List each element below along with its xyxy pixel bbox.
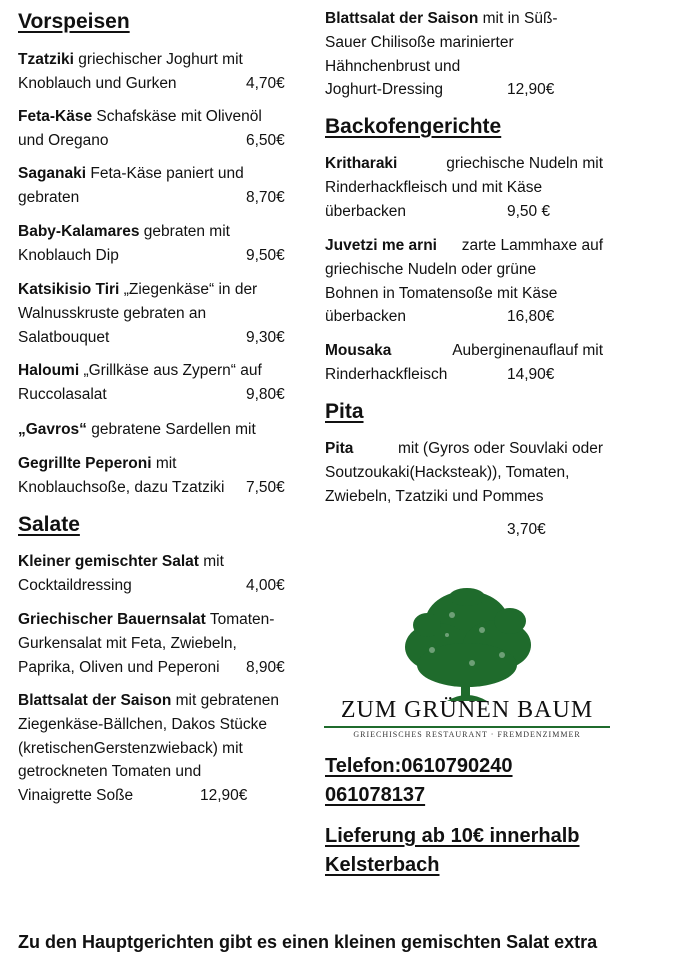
section-heading-pita: Pita xyxy=(325,400,364,423)
item-name: Mousaka xyxy=(325,342,392,359)
logo-subtitle: GRIECHISCHES RESTAURANT · FREMDENZIMMER xyxy=(353,730,581,739)
item-price: 16,80€ xyxy=(507,308,555,326)
contact-block xyxy=(325,752,580,880)
menu-item: Griechischer Bauernsalat Tomaten- Gurkensalat mit Feta, Zwiebeln, Paprika, Oliven und Peperoni 8,90€ xyxy=(18,608,298,679)
item-name: Baby-Kalamares xyxy=(18,223,140,240)
menu-item: Blattsalat der Saison mit in Süß- Sauer Chilisoße marinierter Hähnchenbrust und Joghurt-Dressing 12,90€ xyxy=(325,7,605,102)
section-heading-salate: Salate xyxy=(18,513,80,536)
item-price: 12,90€ xyxy=(507,81,555,99)
item-name: Haloumi xyxy=(18,362,80,379)
menu-item: Feta-Käse Schafskäse mit Olivenöl und Oregano 6,50€ xyxy=(18,105,293,153)
menu-item: Baby-Kalamares gebraten mit Knoblauch Dip 9,50€ xyxy=(18,220,293,268)
menu-item: Blattsalat der Saison mit gebratenen Ziegenkäse-Bällchen, Dakos Stücke (kretischenGerstenzwieback) mit getrockneten Tomaten und Vinaigrette Soße 12,90€ xyxy=(18,689,308,808)
delivery-note-line1: Lieferung ab 10€ innerhalb xyxy=(325,825,580,847)
item-price: 8,70€ xyxy=(246,188,285,206)
item-price: 7,50€ xyxy=(246,478,285,496)
item-price: 9,80€ xyxy=(246,385,285,403)
menu-item: Tzatziki griechischer Joghurt mit Knoblauch und Gurken 4,70€ xyxy=(18,48,293,96)
item-name: Kleiner gemischter Salat xyxy=(18,553,199,570)
footer-note: Zu den Hauptgerichten gibt es einen kleinen gemischten Salat extra xyxy=(18,932,598,952)
item-name: Pita xyxy=(325,440,354,457)
item-name: Blattsalat der Saison xyxy=(325,10,479,27)
item-price: 4,00€ xyxy=(246,576,285,594)
item-price: 12,90€ xyxy=(200,787,248,805)
item-name: Juvetzi me arni xyxy=(325,237,437,254)
item-price: 8,90€ xyxy=(246,658,285,676)
item-price: 4,70€ xyxy=(246,74,285,92)
menu-item: Gegrillte Peperoni mit Knoblauchsoße, dazu Tzatziki 7,50€ xyxy=(18,452,293,500)
menu-item: Mousaka Auberginenauflauf mit Rinderhackfleisch 14,90€ xyxy=(325,339,603,387)
menu-item: Saganaki Feta-Käse paniert und gebraten 8,70€ xyxy=(18,162,293,210)
section-heading-backofengerichte: Backofengerichte xyxy=(325,115,502,138)
item-name: Gegrillte Peperoni xyxy=(18,455,152,472)
phone-number-2: 061078137 xyxy=(325,784,426,806)
menu-item: „Gavros“ gebratene Sardellen mit xyxy=(18,421,256,438)
item-name: Kritharaki xyxy=(325,155,398,172)
item-name: Saganaki xyxy=(18,165,87,182)
logo-title: ZUM GRÜNEN BAUM xyxy=(340,697,594,723)
menu-item: Katsikisio Tiri „Ziegenkäse“ in der Walnusskruste gebraten an Salatbouquet 9,30€ xyxy=(18,278,293,349)
item-name: Tzatziki xyxy=(18,51,74,68)
section-heading-vorspeisen: Vorspeisen xyxy=(18,10,130,33)
menu-item: Juvetzi me arni zarte Lammhaxe auf griechische Nudeln oder grüne Bohnen in Tomatensoße mit Käse überbacken 16,80€ xyxy=(325,234,603,329)
phone-number: Telefon:0610790240 xyxy=(325,755,513,777)
item-name: „Gavros“ xyxy=(18,421,87,438)
menu-item: Pita mit (Gyros oder Souvlaki oder Soutzoukaki(Hacksteak)), Tomaten, Zwiebeln, Tzatziki und Pommes 3,70€ xyxy=(325,437,603,542)
item-price: 14,90€ xyxy=(507,365,555,383)
item-price: 9,50 € xyxy=(507,202,551,220)
item-price: 3,70€ xyxy=(507,521,546,539)
item-price: 9,30€ xyxy=(246,328,285,346)
item-price: 9,50€ xyxy=(246,246,285,264)
restaurant-logo xyxy=(322,585,612,745)
item-name: Feta-Käse xyxy=(18,108,93,125)
item-price: 6,50€ xyxy=(246,131,285,149)
menu-item: Kritharaki griechische Nudeln mit Rinderhackfleisch und mit Käse überbacken 9,50 € xyxy=(325,152,603,223)
menu-item: Kleiner gemischter Salat mit Cocktaildressing 4,00€ xyxy=(18,550,293,598)
item-name: Katsikisio Tiri xyxy=(18,281,120,298)
item-name: Griechischer Bauernsalat xyxy=(18,611,206,628)
menu-item: Haloumi „Grillkäse aus Zypern“ auf Ruccolasalat 9,80€ xyxy=(18,359,293,407)
item-name: Blattsalat der Saison xyxy=(18,692,172,709)
delivery-note-line2: Kelsterbach xyxy=(325,854,440,876)
